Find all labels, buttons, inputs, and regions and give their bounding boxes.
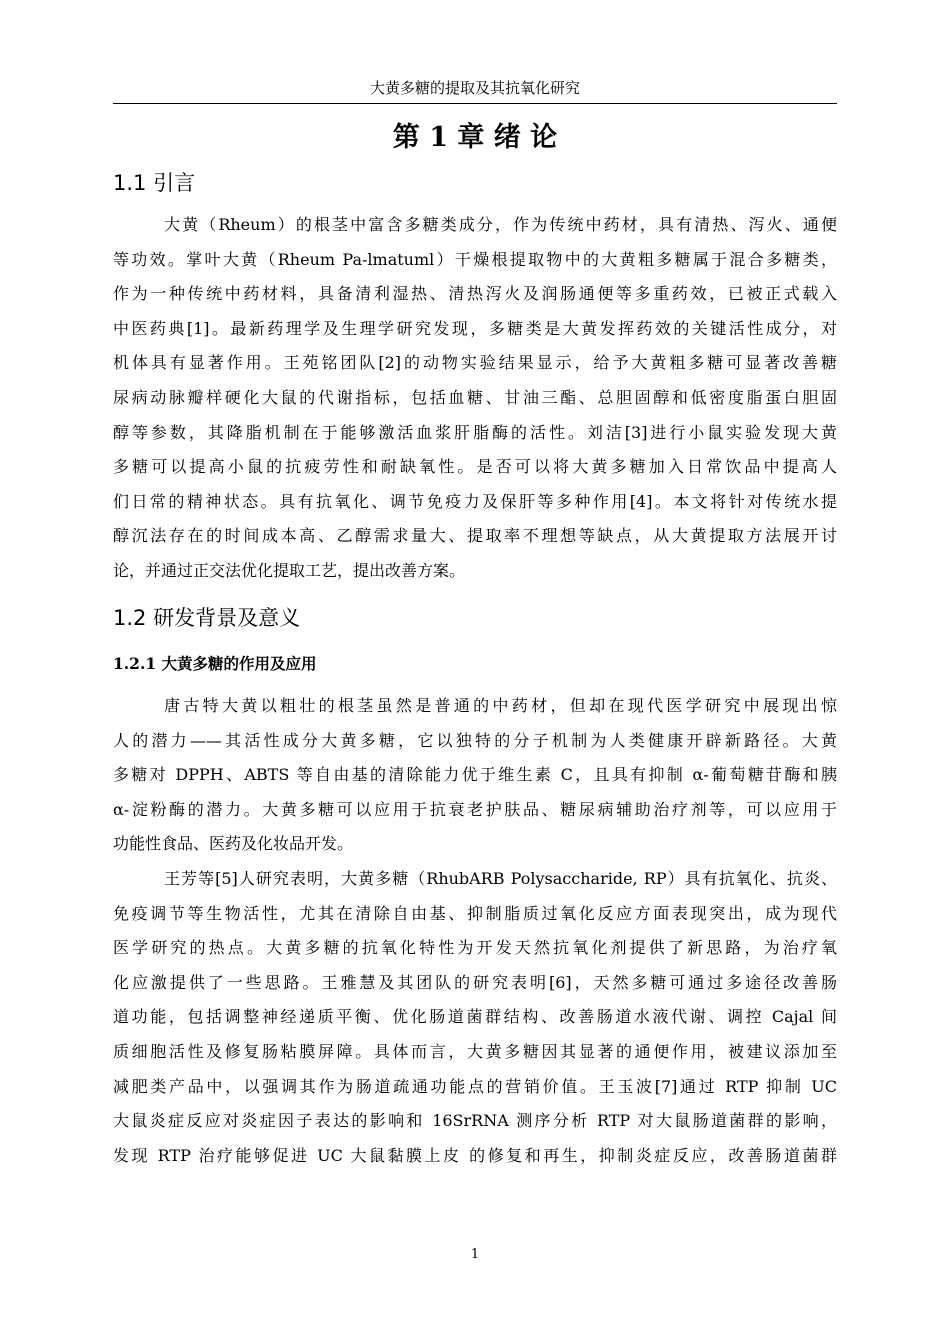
text-line: 多糖可以提高小鼠的抗疲劳性和耐缺氧性。是否可以将大黄多糖加入日常饮品中提高人 — [113, 457, 837, 477]
text-line: 人的潜力——其活性成分大黄多糖，它以独特的分子机制为人类健康开辟新路径。大黄 — [113, 730, 837, 750]
text-line: 王芳等[5]人研究表明，大黄多糖（RhubARB Polysaccharide, RP）具有抗氧化、抗炎、 — [164, 869, 837, 888]
subsection-title: 1.2.1 大黄多糖的作用及应用 — [113, 654, 317, 673]
text-line: 大黄（Rheum）的根茎中富含多糖类成分，作为传统中药材，具有清热、泻火、通便 — [164, 215, 837, 234]
text-line: 道功能，包括调整神经递质平衡、优化肠道菌群结构、改善肠道水液代谢、调控 Cajal 间 — [113, 1007, 837, 1027]
chapter-title: 第 1 章 绪 论 — [392, 122, 558, 153]
text-line: 大鼠炎症反应对炎症因子表达的影响和 16SrRNA 测序分析 RTP 对大鼠肠道菌群的影响， — [113, 1111, 837, 1131]
text-line: 作为一种传统中药材料，具备清利湿热、清热泻火及润肠通便等多重药效，已被正式载入 — [113, 284, 837, 304]
text-line: 医学研究的热点。大黄多糖的抗氧化特性为开发天然抗氧化剂提供了新思路，为治疗氧 — [113, 938, 837, 958]
text-line: 醇沉法存在的时间成本高、乙醇需求量大、提取率不理想等缺点，从大黄提取方法展开讨 — [113, 526, 837, 546]
text-line: 中医药典[1]。最新药理学及生理学研究发现，多糖类是大黄发挥药效的关键活性成分，对 — [113, 318, 837, 338]
paragraph-intro — [113, 208, 837, 589]
text-line: α-淀粉酶的潜力。大黄多糖可以应用于抗衰老护肤品、糖尿病辅助治疗剂等，可以应用于 — [113, 799, 837, 819]
text-line: 论，并通过正交法优化提取工艺，提出改善方案。 — [113, 560, 466, 580]
text-line: 醇等参数，其降脂机制在于能够激活血浆肝脂酶的活性。刘洁[3]进行小鼠实验发现大黄 — [113, 422, 837, 442]
section-title-intro: 1.1 引言 — [113, 171, 196, 195]
text-line: 等功效。掌叶大黄（Rheum Pa-lmatuml）干燥根提取物中的大黄粗多糖属于混合多糖类， — [113, 249, 837, 269]
text-line: 唐古特大黄以粗壮的根茎虽然是普通的中药材，但却在现代医学研究中展现出惊 — [164, 696, 837, 715]
text-line: 质细胞活性及修复肠粘膜屏障。具体而言，大黄多糖因其显著的通便作用，被建议添加至 — [113, 1041, 837, 1061]
paragraph-research — [113, 862, 837, 1173]
text-line: 们日常的精神状态。具有抗氧化、调节免疫力及保肝等多种作用[4]。本文将针对传统水提 — [113, 491, 837, 511]
paragraph-applications — [113, 689, 837, 862]
text-line: 免疫调节等生物活性，尤其在清除自由基、抑制脂质过氧化反应方面表现突出，成为现代 — [113, 903, 837, 923]
text-line: 尿病动脉瓣样硬化大鼠的代谢指标，包括血糖、甘油三酯、总胆固醇和低密度脂蛋白胆固 — [113, 387, 837, 407]
text-line: 发现 RTP 治疗能够促进 UC 大鼠黏膜上皮 的修复和再生，抑制炎症反应，改善肠道菌群 — [113, 1145, 837, 1165]
section-title-background: 1.2 研发背景及意义 — [113, 606, 301, 630]
header-rule — [113, 103, 837, 104]
page-number: 1 — [470, 1247, 480, 1262]
text-line: 机体具有显著作用。王苑铭团队[2]的动物实验结果显示，给予大黄粗多糖可显著改善糖 — [113, 353, 837, 373]
text-line: 多糖对 DPPH、ABTS 等自由基的清除能力优于维生素 C，且具有抑制 α-葡萄糖苷酶和胰 — [113, 765, 837, 785]
text-line: 功能性食品、医药及化妆品开发。 — [113, 834, 354, 854]
text-line: 减肥类产品中，以强调其作为肠道疏通功能点的营销价值。王玉波[7]通过 RTP 抑制 UC — [113, 1076, 837, 1096]
text-line: 化应激提供了一些思路。王雅慧及其团队的研究表明[6]，天然多糖可通过多途径改善肠 — [113, 972, 837, 992]
running-header: 大黄多糖的提取及其抗氧化研究 — [369, 79, 580, 97]
